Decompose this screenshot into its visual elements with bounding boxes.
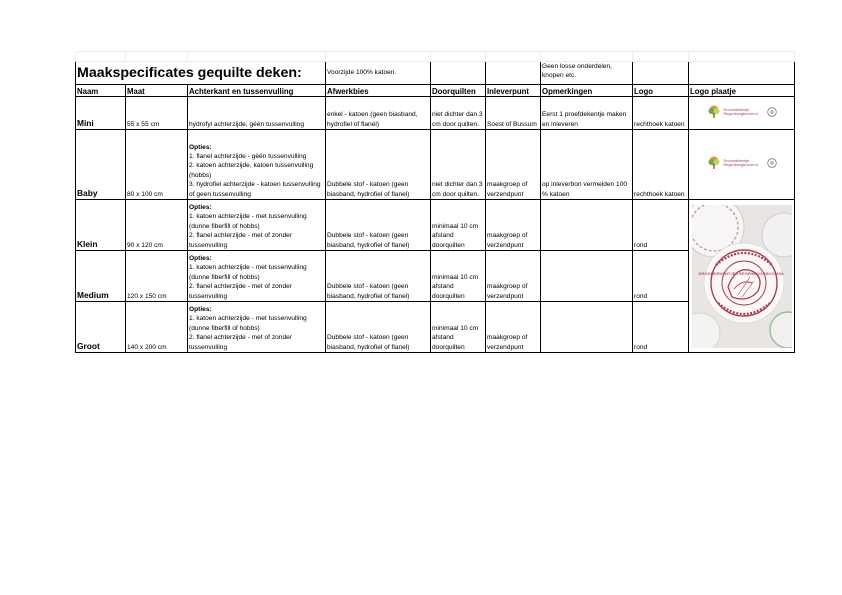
header-cell[interactable]: Maat	[126, 85, 188, 97]
cell[interactable]	[126, 52, 188, 62]
dropoff-cell[interactable]: maakgroep of verzendpunt	[486, 130, 541, 200]
logo-cell[interactable]: rond	[633, 302, 689, 353]
header-cell[interactable]: Opmerkingen	[541, 85, 633, 97]
logo-cell[interactable]: rond	[633, 251, 689, 302]
binding-cell[interactable]: Dubbele stof - katoen (geen biasband, hydrofiel of flanel)	[326, 251, 431, 302]
back-cell[interactable]	[188, 302, 326, 353]
quilting-cell[interactable]: minimaal 10 cm afstand doorquilten	[431, 200, 486, 251]
cell[interactable]	[486, 62, 541, 85]
cell[interactable]	[431, 62, 486, 85]
back-cell[interactable]	[188, 200, 326, 251]
table-row	[76, 302, 795, 353]
size-cell[interactable]: 55 x 55 cm	[126, 97, 188, 130]
cell[interactable]	[633, 62, 689, 85]
size-cell[interactable]: 140 x 200 cm	[126, 302, 188, 353]
header-row	[76, 85, 795, 97]
back-text: 1. katoen achterzijde - met tussenvulling (dunne fiberfill of hobbs) 2. flanel achterzijde - met of zonder tussenvulling	[189, 315, 307, 351]
empty-row	[76, 52, 795, 62]
header-cell[interactable]: Logo	[633, 85, 689, 97]
logo-label: Droomdekentje Regenboogbroom.nl	[723, 159, 758, 168]
cell[interactable]	[689, 52, 795, 62]
cell[interactable]	[633, 52, 689, 62]
tree-icon	[707, 156, 721, 170]
cell[interactable]	[188, 52, 326, 62]
row-name: Mini	[77, 117, 94, 128]
back-text: 1. katoen achterzijde - met tussenvulling (dunne fiberfill of hobbs) 2. flanel achterzijde - met of zonder tussenvulling	[189, 264, 307, 300]
dropoff-cell[interactable]: Soest of Bussum	[486, 97, 541, 130]
quilting-cell[interactable]: niet dichter dan 3 cm door quilten.	[431, 97, 486, 130]
binding-cell[interactable]: Dubbele stof - katoen (geen biasband, hydrofiel of flanel)	[326, 200, 431, 251]
round-logo-photo-cell[interactable]	[689, 200, 795, 353]
front-note-cell[interactable]	[326, 62, 431, 85]
title-row	[76, 62, 795, 85]
title-cell[interactable]	[76, 62, 326, 85]
options-heading: Opties:	[189, 254, 212, 262]
logo-cell[interactable]: rechthoek katoen	[633, 130, 689, 200]
header-cell[interactable]: Logo plaatje	[689, 85, 795, 97]
size-cell[interactable]: 90 x 120 cm	[126, 200, 188, 251]
name-cell[interactable]	[76, 97, 126, 130]
row-name: Groot	[77, 340, 100, 351]
quilting-cell[interactable]: niet dichter dan 3 cm door quilten.	[431, 130, 486, 200]
back-text: 1. flanel achterzijde - géén tussenvulling 2. katoen achterzijde, katoen tussenvulling (hobbs) 3. hydrofiel achterzijde - katoen tussenvulling of geen tussenvulling	[189, 152, 321, 198]
cell[interactable]	[689, 62, 795, 85]
header-cell[interactable]: Inleverpunt	[486, 85, 541, 97]
binding-cell[interactable]: Dubbele stof - katoen (geen biasband, hydrofiel of flanel)	[326, 130, 431, 200]
cell[interactable]	[541, 52, 633, 62]
logo-cell[interactable]: rond	[633, 200, 689, 251]
table-row	[76, 97, 795, 130]
remarks-cell[interactable]: Eerst 1 proefdekentje maken en inleveren	[541, 97, 633, 130]
logo-label: Droomdekentje Regenboogbroom.nl	[723, 107, 758, 116]
row-name: Klein	[77, 238, 98, 249]
logo-cell[interactable]: rechthoek katoen	[633, 97, 689, 130]
rectangular-logo	[707, 155, 777, 171]
table-row	[76, 130, 795, 200]
cell[interactable]	[486, 52, 541, 62]
dropoff-cell[interactable]: maakgroep of verzendpunt	[486, 302, 541, 353]
name-cell[interactable]	[76, 130, 126, 200]
quilting-cell[interactable]: minimaal 10 cm afstand doorquilten	[431, 251, 486, 302]
back-text: 1. katoen achterzijde - met tussenvulling (dunne fiberfill of hobbs) 2. flanel achterzijde - met of zonder tussenvulling	[189, 213, 307, 249]
name-cell[interactable]	[76, 251, 126, 302]
back-cell[interactable]	[188, 251, 326, 302]
round-logo-photo	[692, 205, 792, 348]
table-row	[76, 251, 795, 302]
seal-icon	[767, 158, 777, 168]
name-cell[interactable]	[76, 302, 126, 353]
rectangular-logo	[707, 104, 777, 120]
header-cell[interactable]: Afwerkbies	[326, 85, 431, 97]
remarks-cell[interactable]: op inleverbon vermelden 100 % katoen	[541, 130, 633, 200]
front-note: Voorzijde 100% katoen.	[327, 69, 397, 77]
round-logo-image	[692, 205, 792, 348]
back-cell[interactable]	[188, 130, 326, 200]
dropoff-cell[interactable]: maakgroep of verzendpunt	[486, 251, 541, 302]
row-name: Baby	[77, 187, 98, 198]
remarks-cell[interactable]	[541, 200, 633, 251]
options-heading: Opties:	[189, 305, 212, 313]
cell[interactable]	[431, 52, 486, 62]
row-name: Medium	[77, 289, 109, 300]
size-cell[interactable]: 120 x 150 cm	[126, 251, 188, 302]
seal-icon	[767, 107, 777, 117]
options-heading: Opties:	[189, 203, 212, 211]
size-cell[interactable]: 80 x 100 cm	[126, 130, 188, 200]
table-row	[76, 200, 795, 251]
cell[interactable]	[326, 52, 431, 62]
round-logo-text: DROOMDEKENTJES REGENBOOGBOOM.NL	[698, 270, 785, 276]
tree-icon	[707, 105, 721, 119]
header-cell[interactable]: Naam	[76, 85, 126, 97]
header-cell[interactable]: Doorquilten	[431, 85, 486, 97]
binding-cell[interactable]: Dubbele stof - katoen (geen biasband, hydrofiel of flanel)	[326, 302, 431, 353]
options-heading: Opties:	[189, 143, 212, 151]
spec-sheet	[75, 51, 795, 353]
logo-image-cell[interactable]	[689, 97, 795, 130]
binding-cell[interactable]: enkel - katoen (geen biasband, hydrofiel of flanel)	[326, 97, 431, 130]
loose-note-cell[interactable]	[541, 62, 633, 85]
quilting-cell[interactable]: minimaal 10 cm afstand doorquilten	[431, 302, 486, 353]
cell[interactable]	[76, 52, 126, 62]
back-cell[interactable]	[188, 97, 326, 130]
name-cell[interactable]	[76, 200, 126, 251]
loose-note: Geen losse onderdelen, knopen etc.	[542, 63, 613, 80]
back-text: hydrofyl achterzijde, géén tussenvulling	[189, 120, 305, 128]
remarks-cell[interactable]	[541, 251, 633, 302]
logo-image-cell[interactable]	[689, 130, 795, 200]
sheet-title: Maakspecificates gequilte deken:	[77, 65, 302, 81]
remarks-cell[interactable]	[541, 302, 633, 353]
header-cell[interactable]: Achterkant en tussenvulling	[188, 85, 326, 97]
dropoff-cell[interactable]: maakgroep of verzendpunt	[486, 200, 541, 251]
